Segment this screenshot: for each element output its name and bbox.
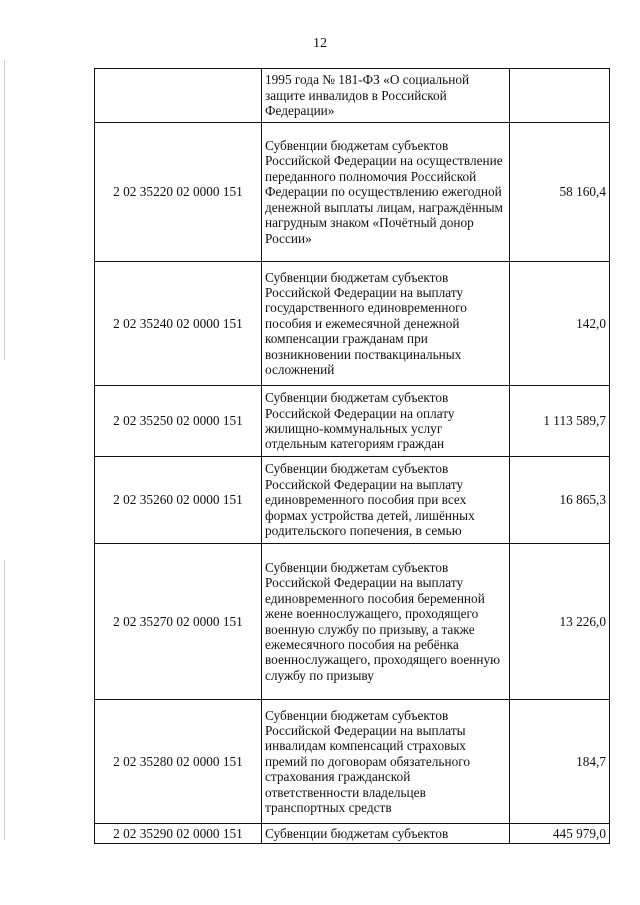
- description-cell: Субвенции бюджетам субъектов Российской Федерации на оплату жилищно-коммунальных услуг отдельным категориям граждан: [262, 386, 510, 457]
- scan-edge-mark: [4, 560, 5, 840]
- amount-cell: [510, 69, 610, 123]
- budget-code-cell: 2 02 35280 02 0000 151: [95, 700, 262, 824]
- amount-cell: 142,0: [510, 262, 610, 386]
- budget-code-cell: 2 02 35240 02 0000 151: [95, 262, 262, 386]
- table-row: [95, 69, 610, 123]
- table-row: [95, 123, 610, 262]
- budget-code-cell: 2 02 35220 02 0000 151: [95, 123, 262, 262]
- amount-cell: 184,7: [510, 700, 610, 824]
- description-cell: Субвенции бюджетам субъектов: [262, 824, 510, 844]
- description-cell: Субвенции бюджетам субъектов Российской Федерации на выплату единовременного пособия при всех формах устройства детей, лишённых родительского попечения, в семью: [262, 457, 510, 544]
- description-cell: 1995 года № 181-ФЗ «О социальной защите инвалидов в Российской Федерации»: [262, 69, 510, 123]
- amount-cell: 445 979,0: [510, 824, 610, 844]
- table-row: [95, 824, 610, 844]
- budget-code-cell: 2 02 35260 02 0000 151: [95, 457, 262, 544]
- budget-code-cell: [95, 69, 262, 123]
- table-row: [95, 262, 610, 386]
- description-cell: Субвенции бюджетам субъектов Российской Федерации на выплаты инвалидам компенсаций страховых премий по договорам обязательного страхования гражданской ответственности владельцев транспортных средств: [262, 700, 510, 824]
- scan-edge-mark: [4, 60, 5, 360]
- amount-cell: 58 160,4: [510, 123, 610, 262]
- budget-code-cell: 2 02 35250 02 0000 151: [95, 386, 262, 457]
- budget-table: [94, 68, 610, 844]
- table-row: [95, 386, 610, 457]
- amount-cell: 1 113 589,7: [510, 386, 610, 457]
- description-cell: Субвенции бюджетам субъектов Российской Федерации на выплату государственного единовременного пособия и ежемесячной денежной компенсации гражданам при возникновении поствакцинальных осложнений: [262, 262, 510, 386]
- table-row: [95, 544, 610, 700]
- table-row: [95, 700, 610, 824]
- amount-cell: 13 226,0: [510, 544, 610, 700]
- amount-cell: 16 865,3: [510, 457, 610, 544]
- table-row: [95, 457, 610, 544]
- description-cell: Субвенции бюджетам субъектов Российской Федерации на выплату единовременного пособия беременной жене военнослужащего, проходящего военную службу по призыву, а также ежемесячного пособия на ребёнка военнослужащего, проходящего военную службу по призыву: [262, 544, 510, 700]
- budget-code-cell: 2 02 35270 02 0000 151: [95, 544, 262, 700]
- description-cell: Субвенции бюджетам субъектов Российской Федерации на осуществление переданного полномочия Российской Федерации по осуществлению ежегодной денежной выплаты лицам, награждённым нагрудным знаком «Почётный донор России»: [262, 123, 510, 262]
- page-number: 12: [313, 36, 327, 51]
- budget-code-cell: 2 02 35290 02 0000 151: [95, 824, 262, 844]
